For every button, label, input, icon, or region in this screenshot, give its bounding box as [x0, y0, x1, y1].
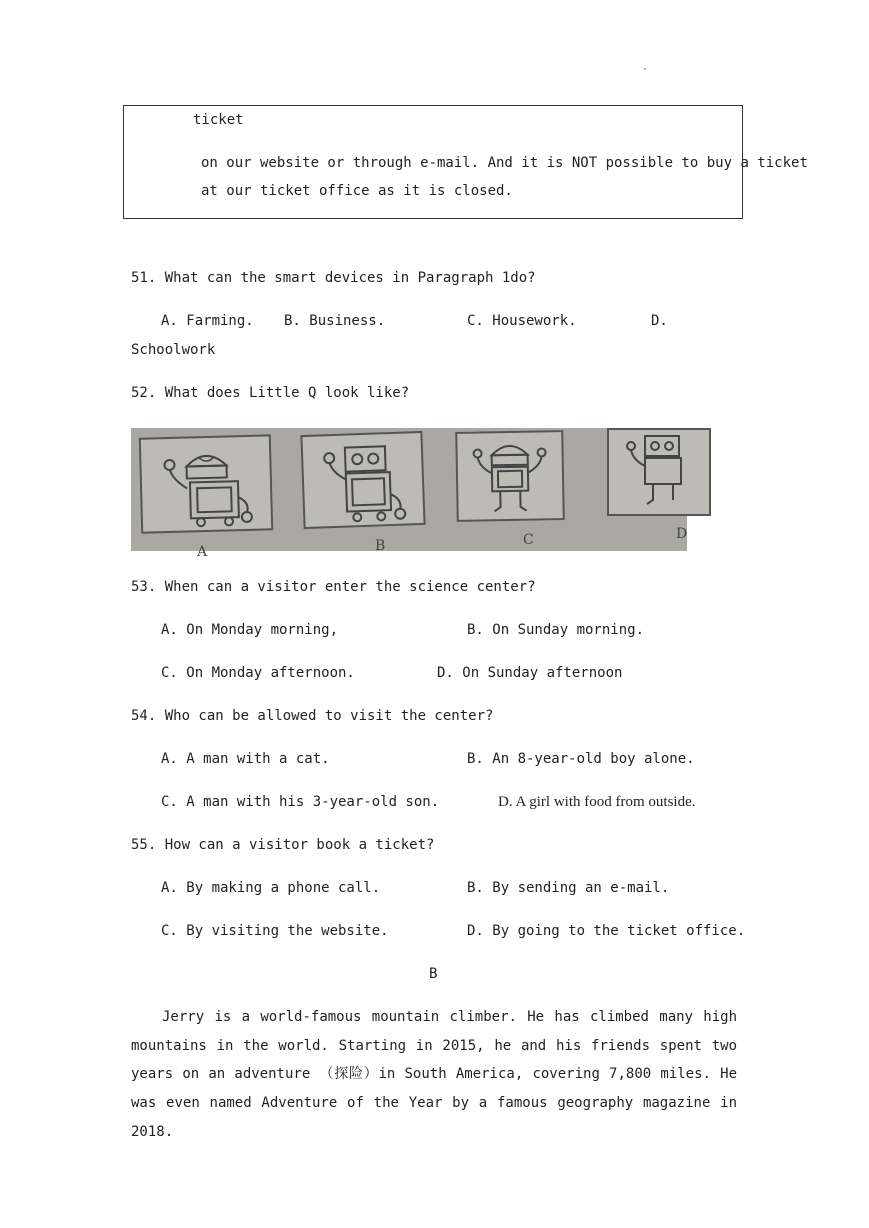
robot-d-icon — [609, 430, 709, 514]
q55-option-d: D. By going to the ticket office. — [467, 923, 746, 939]
q54-option-c: C. A man with his 3-year-old son. — [161, 794, 440, 810]
q51-option-b: B. Business. — [284, 313, 386, 329]
notice-line-1: on our website or through e-mail. And it is NOT possible to buy a ticket — [201, 155, 808, 171]
q55-option-a: A. By making a phone call. — [161, 880, 381, 896]
robot-panel-b — [300, 431, 425, 529]
robot-options-photo — [131, 428, 688, 560]
robot-a-icon — [141, 436, 271, 531]
robot-b-icon — [302, 433, 423, 527]
q51-option-d-text: Schoolwork — [131, 342, 216, 358]
section-b-paragraph: Jerry is a world-famous mountain climber. He has climbed many high mountains in the world. Starting in 2015, he and his friends spent two years on an adventure （探险）in South America, covering 7,800 miles. He was even named Adventure of the Year by a famous geography magazine in 2018. — [131, 1009, 737, 1140]
robot-c-icon — [457, 432, 562, 520]
q53-option-b: B. On Sunday morning. — [467, 622, 645, 638]
q55-option-c: C. By visiting the website. — [161, 923, 389, 939]
q55-stem: 55. How can a visitor book a ticket? — [131, 837, 435, 853]
q53-option-a: A. On Monday morning, — [161, 622, 339, 638]
notice-box — [123, 105, 808, 219]
section-b-heading: B — [429, 966, 438, 982]
notice-word: ticket — [193, 112, 244, 128]
q54-option-d: D. A girl with food from outside. — [498, 794, 696, 810]
robot-panel-c — [455, 430, 565, 522]
robot-panel-d — [607, 428, 711, 516]
q53-option-c: C. On Monday afternoon. — [161, 665, 355, 681]
q51-stem: 51. What can the smart devices in Paragraph 1do? — [131, 270, 536, 286]
robot-label-b: B — [375, 538, 386, 554]
q53-option-d: D. On Sunday afternoon — [437, 665, 623, 681]
q51-option-d: D. — [651, 313, 668, 329]
robot-label-a: A — [197, 544, 208, 560]
q54-stem: 54. Who can be allowed to visit the center? — [131, 708, 494, 724]
header-mark: · — [642, 64, 649, 75]
q54-option-b: B. An 8-year-old boy alone. — [467, 751, 695, 767]
q53-stem: 53. When can a visitor enter the science center? — [131, 579, 536, 595]
q51-option-c: C. Housework. — [467, 313, 577, 329]
robot-label-c: C — [523, 532, 534, 548]
q55-option-b: B. By sending an e-mail. — [467, 880, 670, 896]
q54-option-a: A. A man with a cat. — [161, 751, 330, 767]
notice-line-2: at our ticket office as it is closed. — [201, 183, 513, 199]
robot-label-d: D — [676, 526, 688, 542]
q52-stem: 52. What does Little Q look like? — [131, 385, 410, 401]
q51-option-a: A. Farming. — [161, 313, 254, 329]
robot-panel-a — [139, 434, 273, 533]
